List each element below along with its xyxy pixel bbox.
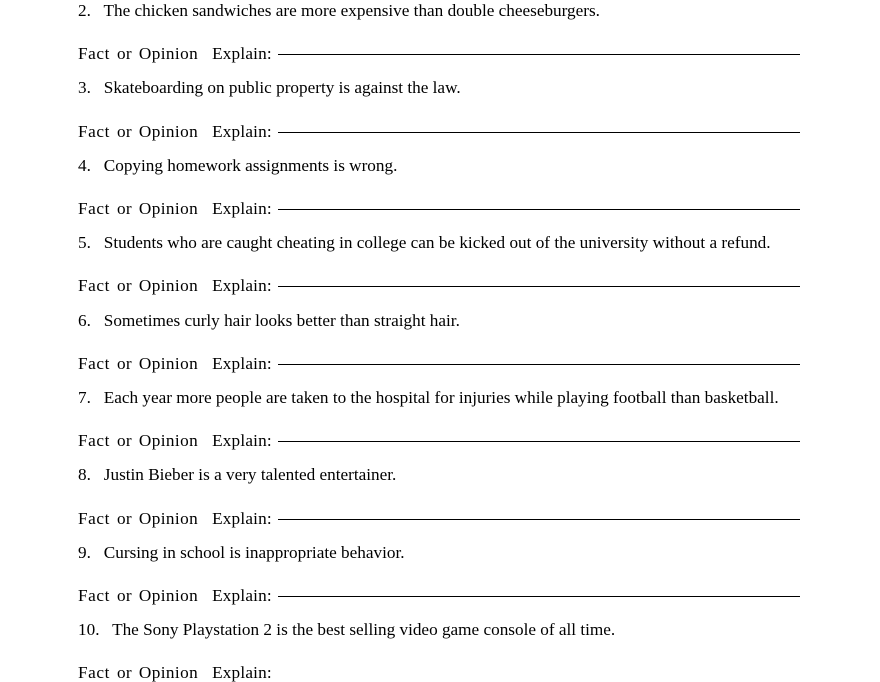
- fact-option[interactable]: Fact: [78, 508, 110, 528]
- or-separator: or: [117, 44, 132, 64]
- answer-line: [78, 406, 800, 449]
- question-text: Students who are caught cheating in college can be kicked out of the university without a refund.: [103, 233, 771, 253]
- answer-line: [78, 19, 800, 62]
- explain-label: Explain:: [212, 586, 272, 606]
- explain-label: Explain:: [212, 663, 272, 682]
- answer-line: [78, 484, 800, 527]
- question-block: [78, 0, 800, 62]
- question-number: 5.: [78, 233, 91, 253]
- opinion-option[interactable]: Opinion: [138, 44, 199, 64]
- question-number: 9.: [78, 542, 91, 562]
- question-line: [78, 0, 800, 19]
- question-line: [78, 217, 800, 251]
- answer-line: [78, 561, 800, 604]
- explain-label: Explain:: [212, 276, 272, 296]
- opinion-option[interactable]: Opinion: [138, 199, 199, 219]
- opinion-option[interactable]: Opinion: [138, 586, 199, 606]
- question-number: 7.: [78, 388, 91, 408]
- explain-label: Explain:: [212, 121, 272, 141]
- answer-write-line[interactable]: [278, 286, 800, 287]
- answer-line: [78, 174, 800, 217]
- question-line: [78, 604, 800, 638]
- opinion-option[interactable]: Opinion: [138, 121, 199, 141]
- fact-option[interactable]: Fact: [78, 353, 110, 373]
- or-separator: or: [117, 431, 132, 451]
- answer-line: [78, 638, 800, 681]
- question-text: Skateboarding on public property is against the law.: [103, 78, 461, 98]
- or-separator: or: [117, 199, 132, 219]
- question-number: 8.: [78, 465, 91, 485]
- question-text: Cursing in school is inappropriate behavior.: [103, 542, 405, 562]
- question-line: [78, 295, 800, 329]
- question-line: [78, 372, 800, 406]
- question-line: [78, 140, 800, 174]
- question-text: Sometimes curly hair looks better than straight hair.: [103, 310, 460, 330]
- question-line: [78, 449, 800, 483]
- answer-write-line[interactable]: [278, 596, 800, 597]
- question-number: 4.: [78, 155, 91, 175]
- fact-option[interactable]: Fact: [78, 199, 110, 219]
- question-block: [78, 372, 800, 449]
- explain-label: Explain:: [212, 44, 272, 64]
- fact-option[interactable]: Fact: [78, 663, 110, 682]
- opinion-option[interactable]: Opinion: [138, 276, 199, 296]
- answer-line: [78, 251, 800, 294]
- question-block: [78, 604, 800, 681]
- answer-line: [78, 97, 800, 140]
- question-text: The Sony Playstation 2 is the best selling video game console of all time.: [112, 620, 616, 640]
- question-text: Copying homework assignments is wrong.: [103, 155, 398, 175]
- question-block: [78, 295, 800, 372]
- explain-label: Explain:: [212, 199, 272, 219]
- question-number: 2.: [78, 1, 91, 20]
- answer-write-line[interactable]: [278, 441, 800, 442]
- explain-label: Explain:: [212, 353, 272, 373]
- answer-write-line[interactable]: [278, 132, 800, 133]
- opinion-option[interactable]: Opinion: [138, 508, 199, 528]
- question-number: 3.: [78, 78, 91, 98]
- or-separator: or: [117, 663, 132, 682]
- answer-line: [78, 329, 800, 372]
- fact-option[interactable]: Fact: [78, 121, 110, 141]
- fact-option[interactable]: Fact: [78, 431, 110, 451]
- or-separator: or: [117, 121, 132, 141]
- answer-write-line[interactable]: [278, 364, 800, 365]
- answer-write-line[interactable]: [278, 519, 800, 520]
- question-block: [78, 527, 800, 604]
- question-number: 6.: [78, 310, 91, 330]
- opinion-option[interactable]: Opinion: [138, 431, 199, 451]
- fact-option[interactable]: Fact: [78, 44, 110, 64]
- question-list: [78, 0, 800, 682]
- opinion-option[interactable]: Opinion: [138, 663, 199, 682]
- fact-option[interactable]: Fact: [78, 276, 110, 296]
- question-block: [78, 62, 800, 139]
- explain-label: Explain:: [212, 431, 272, 451]
- question-block: [78, 449, 800, 526]
- question-line: [78, 62, 800, 96]
- or-separator: or: [117, 508, 132, 528]
- or-separator: or: [117, 276, 132, 296]
- question-block: [78, 217, 800, 294]
- answer-write-line[interactable]: [278, 209, 800, 210]
- opinion-option[interactable]: Opinion: [138, 353, 199, 373]
- question-text: Each year more people are taken to the hospital for injuries while playing football than basketball.: [103, 388, 779, 408]
- question-block: [78, 140, 800, 217]
- answer-write-line[interactable]: [278, 54, 800, 55]
- question-number: 10.: [78, 620, 100, 640]
- explain-label: Explain:: [212, 508, 272, 528]
- question-text: The chicken sandwiches are more expensive than double cheeseburgers.: [103, 1, 600, 20]
- question-text: Justin Bieber is a very talented entertainer.: [103, 465, 397, 485]
- question-line: [78, 527, 800, 561]
- or-separator: or: [117, 586, 132, 606]
- fact-option[interactable]: Fact: [78, 586, 110, 606]
- or-separator: or: [117, 353, 132, 373]
